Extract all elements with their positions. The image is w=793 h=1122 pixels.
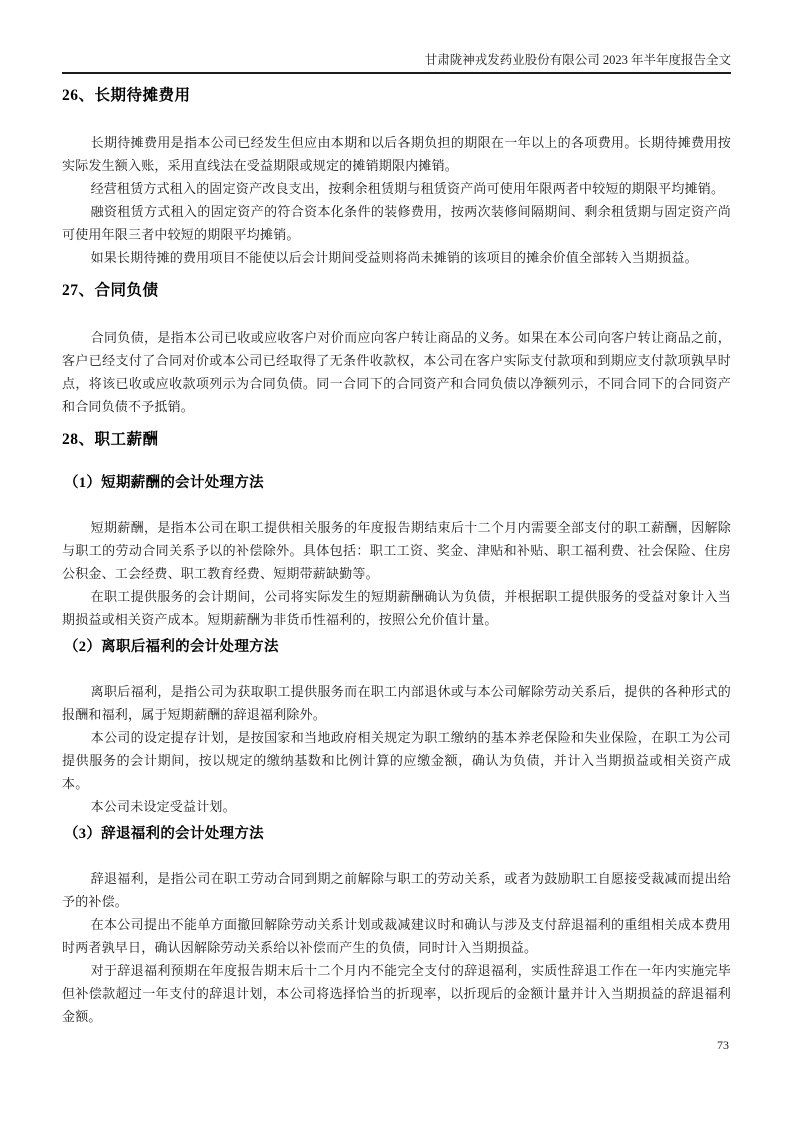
paragraph: 融资租赁方式租入的固定资产的符合资本化条件的装修费用，按两次装修间隔期间、剩余租赁期与固定资产尚可使用年限三者中较短的期限平均摊销。: [62, 204, 731, 242]
paragraph: 短期薪酬，是指本公司在职工提供相关服务的年度报告期结束后十二个月内需要全部支付的职工薪酬，因解除与职工的劳动合同关系予以的补偿除外。具体包括：职工工资、奖金、津贴和补贴、职工福利费、社会保险、住房公积金、工会经费、职工教育经费、短期带薪缺勤等。: [62, 520, 731, 581]
document-body: [62, 86, 731, 1028]
section-contract-liabilities: [62, 281, 731, 418]
paragraph: 本公司未设定受益计划。: [90, 799, 236, 814]
section-heading-26: 26、长期待摊费用: [62, 87, 191, 104]
paragraph: 辞退福利，是指公司在职工劳动合同到期之前解除与职工的劳动关系，或者为鼓励职工自愿接受裁减而提出给予的补偿。: [62, 871, 731, 909]
paragraph: 对于辞退福利预期在年度报告期末后十二个月内不能完全支付的辞退福利，实质性辞退工作在一年内实施完毕但补偿款超过一年支付的辞退计划，本公司将选择恰当的折现率，以折现后的金额计量并计入当期损益的辞退福利金额。: [62, 963, 731, 1024]
page-number: 73: [717, 1038, 729, 1052]
paragraph: 合同负债，是指本公司已收或应收客户对价而应向客户转让商品的义务。如果在本公司向客户转让商品之前，客户已经支付了合同对价或本公司已经取得了无条件收款权，本公司在客户实际支付款项和到期应支付款项孰早时点，将该已收或应收款项列示为合同负债。同一合同下的合同资产和合同负债以净额列示，不同合同下的合同资产和合同负债不予抵销。: [62, 330, 731, 414]
paragraph: 本公司的设定提存计划，是按国家和当地政府相关规定为职工缴纳的基本养老保险和失业保险，在职工为公司提供服务的会计期间，按以规定的缴纳基数和比例计算的应缴金额，确认为负债，并计入当期损益或相关资产成本。: [62, 730, 731, 791]
page-header: [62, 0, 731, 74]
subsection-post-employment-benefits: [62, 639, 731, 818]
subsection-short-term-compensation: [62, 475, 731, 631]
report-header-title: 甘肃陇神戎发药业股份有限公司 2023 年半年度报告全文: [424, 53, 731, 67]
paragraph: 离职后福利，是指公司为获取职工提供服务而在职工内部退休或与本公司解除劳动关系后，提供的各种形式的报酬和福利，属于短期薪酬的辞退福利除外。: [62, 684, 731, 722]
section-heading-28: 28、职工薪酬: [62, 431, 159, 448]
subsection-heading-3: （3）辞退福利的会计处理方法: [64, 826, 264, 842]
paragraph: 长期待摊费用是指本公司已经发生但应由本期和以后各期负担的期限在一年以上的各项费用。长期待摊费用按实际发生额入账，采用直线法在受益期限或规定的摊销期限内摊销。: [62, 135, 731, 173]
paragraph: 在本公司提出不能单方面撤回解除劳动关系计划或裁减建议时和确认与涉及支付辞退福利的重组相关成本费用时两者孰早日，确认因解除劳动关系给以补偿而产生的负债，同时计入当期损益。: [62, 917, 731, 955]
section-long-term-deferred-expenses: [62, 86, 731, 269]
paragraph: 在职工提供服务的会计期间，公司将实际发生的短期薪酬确认为负债，并根据职工提供服务的受益对象计入当期损益或相关资产成本。短期薪酬为非货币性福利的，按照公允价值计量。: [62, 589, 731, 627]
subsection-termination-benefits: [62, 826, 731, 1028]
subsection-heading-1: （1）短期薪酬的会计处理方法: [64, 475, 264, 491]
subsection-heading-2: （2）离职后福利的会计处理方法: [64, 639, 279, 655]
section-employee-compensation: [62, 430, 731, 1028]
paragraph: 经营租赁方式租入的固定资产改良支出，按剩余租赁期与租赁资产尚可使用年限两者中较短的期限平均摊销。: [90, 181, 725, 196]
section-heading-27: 27、合同负债: [62, 282, 159, 299]
paragraph: 如果长期待摊的费用项目不能使以后会计期间受益则将尚未摊销的该项目的摊余价值全部转入当期损益。: [90, 250, 698, 265]
